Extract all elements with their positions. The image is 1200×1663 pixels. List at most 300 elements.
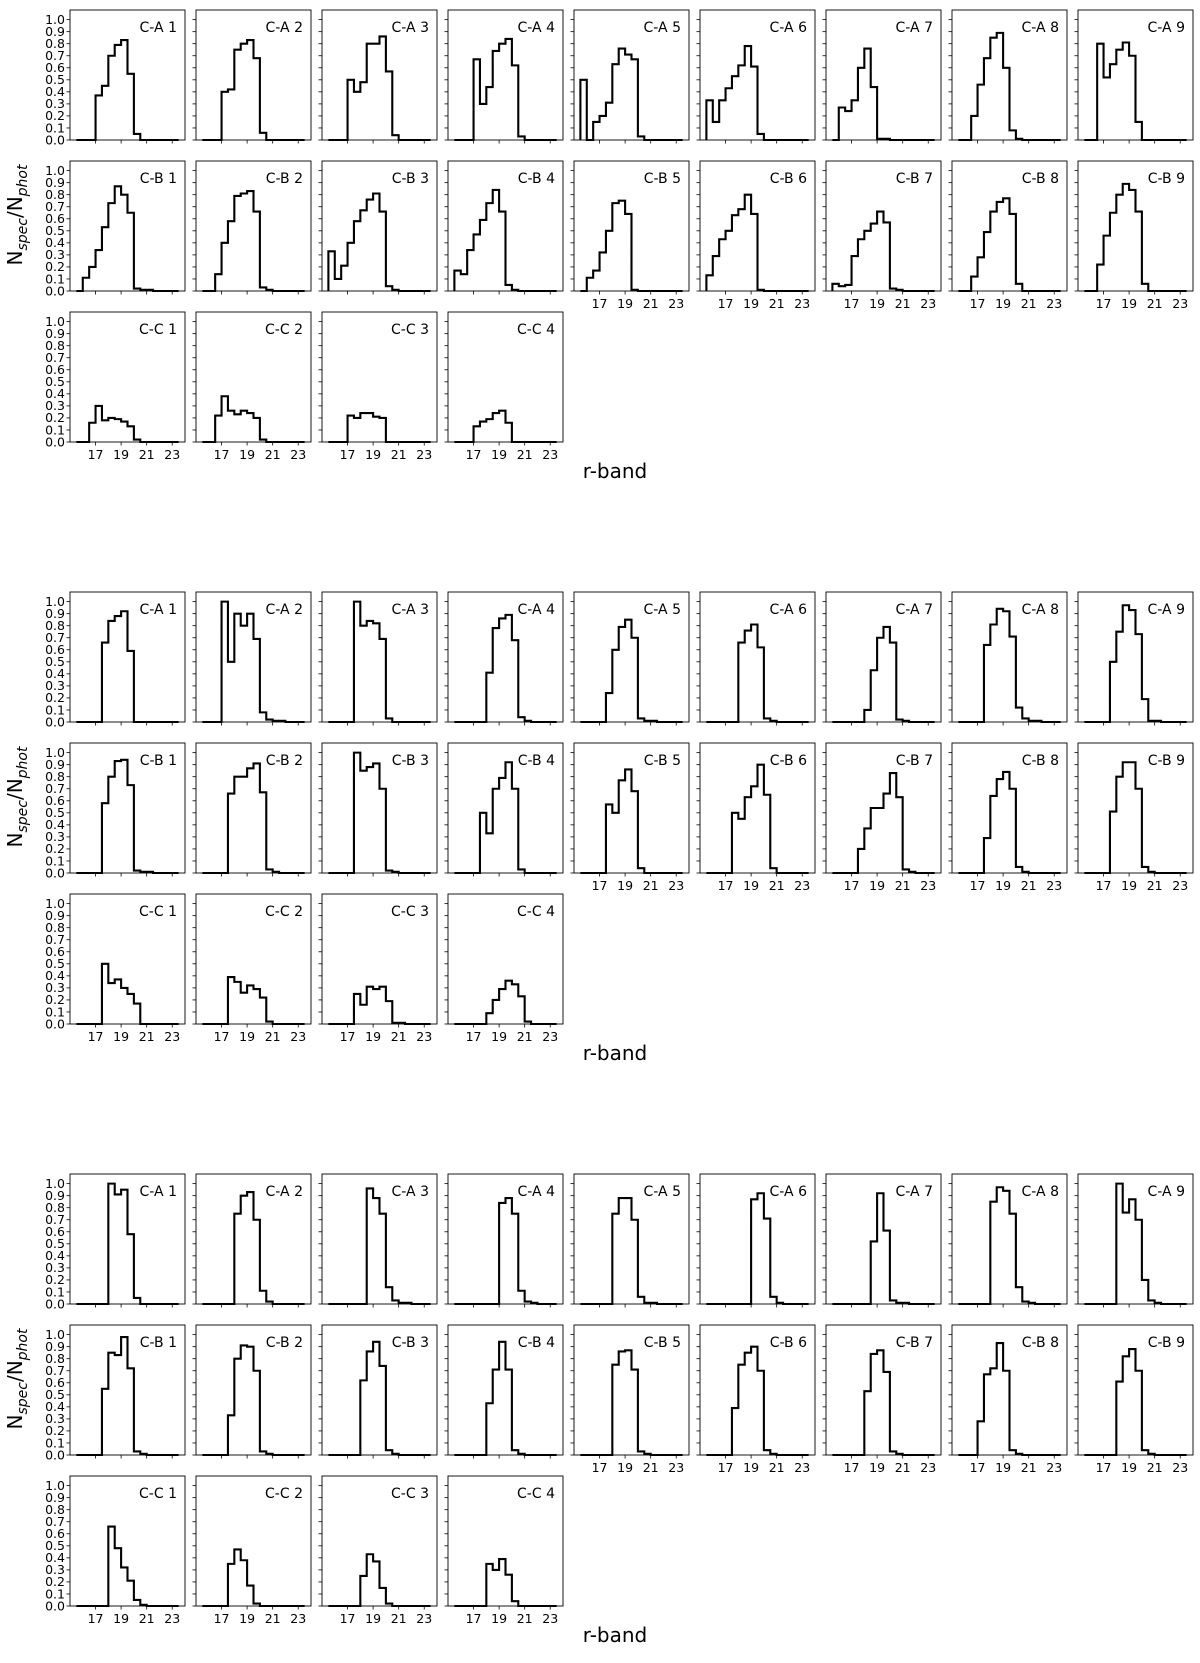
panel-label: C-B 9 xyxy=(1147,171,1185,187)
x-tick-label: 21 xyxy=(642,296,659,311)
y-tick-label: 0.9 xyxy=(45,325,65,341)
panel-label: C-B 3 xyxy=(391,753,429,769)
y-tick-label: 0.7 xyxy=(45,932,65,948)
x-tick-label: 17 xyxy=(339,1611,356,1626)
y-tick-label: 0.2 xyxy=(45,108,65,124)
panel xyxy=(445,312,564,462)
y-tick-label: 0.4 xyxy=(45,84,65,100)
panel xyxy=(1075,1325,1194,1475)
panel xyxy=(445,161,564,295)
panel xyxy=(445,1325,564,1459)
x-tick-label: 21 xyxy=(264,1611,281,1626)
panel-label: C-C 2 xyxy=(265,904,303,920)
panel-label: C-C 4 xyxy=(517,1486,555,1502)
y-tick-label: 0.6 xyxy=(45,211,65,227)
y-tick-label: 0.2 xyxy=(45,1423,65,1439)
panel xyxy=(949,1174,1068,1308)
panel xyxy=(445,1174,564,1308)
y-tick-label: 0.1 xyxy=(45,1004,65,1020)
x-tick-label: 17 xyxy=(465,447,482,462)
y-tick-label: 0.6 xyxy=(45,1526,65,1542)
x-tick-label: 23 xyxy=(1172,1460,1189,1475)
y-tick-label: 0.1 xyxy=(45,853,65,869)
x-tick-label: 17 xyxy=(591,1460,608,1475)
panel xyxy=(697,1174,816,1308)
x-tick-label: 19 xyxy=(113,1029,130,1044)
panel xyxy=(697,1325,816,1475)
y-tick-label: 0.2 xyxy=(45,259,65,275)
y-tick-label: 1.0 xyxy=(45,313,65,329)
y-tick-label: 1.0 xyxy=(45,1326,65,1342)
x-tick-label: 23 xyxy=(920,1460,937,1475)
x-tick-label: 17 xyxy=(969,878,986,893)
y-axis-label-part: N xyxy=(3,250,27,266)
x-tick-label: 21 xyxy=(768,1460,785,1475)
x-tick-label: 19 xyxy=(1121,296,1138,311)
x-tick-label: 21 xyxy=(1146,878,1163,893)
x-tick-label: 19 xyxy=(743,1460,760,1475)
x-tick-label: 17 xyxy=(969,296,986,311)
y-tick-label: 0.4 xyxy=(45,666,65,682)
panel xyxy=(571,10,690,144)
y-axis-label-part: N xyxy=(3,832,27,848)
y-tick-label: 0.0 xyxy=(45,434,65,450)
y-tick-label: 0.2 xyxy=(45,690,65,706)
y-tick-label: 0.9 xyxy=(45,23,65,39)
y-tick-label: 0.0 xyxy=(45,283,65,299)
x-tick-label: 21 xyxy=(390,1611,407,1626)
y-tick-label: 0.1 xyxy=(45,1284,65,1300)
x-axis-label: r-band xyxy=(582,459,648,483)
y-tick-label: 0.6 xyxy=(45,642,65,658)
panel-label: C-C 1 xyxy=(139,1486,177,1502)
x-tick-label: 17 xyxy=(717,878,734,893)
x-tick-label: 17 xyxy=(843,1460,860,1475)
x-tick-label: 17 xyxy=(213,1611,230,1626)
panel-label: C-B 7 xyxy=(895,753,933,769)
x-tick-label: 17 xyxy=(465,1029,482,1044)
panel-label: C-A 1 xyxy=(139,20,177,36)
panel xyxy=(697,743,816,893)
panel-label: C-B 8 xyxy=(1021,1335,1059,1351)
panel xyxy=(193,312,312,462)
y-tick-label: 0.7 xyxy=(45,1212,65,1228)
x-tick-label: 21 xyxy=(516,1611,533,1626)
x-tick-label: 21 xyxy=(894,296,911,311)
panel-label: C-A 8 xyxy=(1021,1184,1059,1200)
panel xyxy=(319,312,438,462)
x-tick-label: 23 xyxy=(668,1460,685,1475)
x-tick-label: 21 xyxy=(642,878,659,893)
y-tick-label: 1.0 xyxy=(45,162,65,178)
panel xyxy=(445,894,564,1044)
y-tick-label: 0.2 xyxy=(45,410,65,426)
x-tick-label: 21 xyxy=(1146,296,1163,311)
panel xyxy=(571,161,690,311)
x-tick-label: 19 xyxy=(365,447,382,462)
panel xyxy=(697,161,816,311)
panel-label: C-B 1 xyxy=(139,753,177,769)
x-tick-label: 19 xyxy=(617,296,634,311)
panel-label: C-B 3 xyxy=(391,1335,429,1351)
panel-label: C-B 5 xyxy=(643,1335,681,1351)
panel xyxy=(949,743,1068,893)
panel-label: C-B 4 xyxy=(517,171,555,187)
x-tick-label: 23 xyxy=(668,878,685,893)
figure-block-2 xyxy=(3,592,1193,1065)
panel-label: C-B 9 xyxy=(1147,753,1185,769)
panel-label: C-A 6 xyxy=(769,602,807,618)
y-tick-label: 0.5 xyxy=(45,374,65,390)
y-tick-label: 0.9 xyxy=(45,756,65,772)
panel-label: C-A 6 xyxy=(769,20,807,36)
x-tick-label: 23 xyxy=(668,296,685,311)
panel xyxy=(319,743,438,877)
y-tick-label: 1.0 xyxy=(45,1477,65,1493)
panel-label: C-C 3 xyxy=(391,904,429,920)
panel-label: C-A 7 xyxy=(895,602,933,618)
panel xyxy=(1075,743,1194,893)
panel xyxy=(1075,1174,1194,1308)
x-tick-label: 23 xyxy=(1172,878,1189,893)
panel xyxy=(823,10,942,144)
y-tick-label: 0.4 xyxy=(45,1399,65,1415)
panel-label: C-B 8 xyxy=(1021,753,1059,769)
x-tick-label: 23 xyxy=(542,1029,559,1044)
x-tick-label: 21 xyxy=(894,878,911,893)
x-tick-label: 23 xyxy=(794,878,811,893)
y-tick-label: 0.0 xyxy=(45,865,65,881)
panel xyxy=(445,10,564,144)
panel-label: C-C 2 xyxy=(265,322,303,338)
x-tick-label: 21 xyxy=(894,1460,911,1475)
x-tick-label: 17 xyxy=(591,878,608,893)
x-tick-label: 17 xyxy=(969,1460,986,1475)
panel-label: C-A 4 xyxy=(517,20,555,36)
y-tick-label: 0.3 xyxy=(45,247,65,263)
panel xyxy=(1075,161,1194,311)
figure-block-1 xyxy=(3,10,1193,483)
y-tick-label: 0.9 xyxy=(45,907,65,923)
x-tick-label: 19 xyxy=(491,447,508,462)
panel-label: C-A 7 xyxy=(895,1184,933,1200)
y-axis-label-subscript: phot xyxy=(15,1328,31,1361)
y-tick-label: 0.8 xyxy=(45,1351,65,1367)
y-axis-label-part: N xyxy=(3,1414,27,1430)
x-tick-label: 19 xyxy=(617,878,634,893)
x-tick-label: 17 xyxy=(843,878,860,893)
y-axis-label-part: /N xyxy=(3,196,27,219)
x-tick-label: 21 xyxy=(642,1460,659,1475)
panel xyxy=(571,743,690,893)
x-tick-label: 19 xyxy=(365,1029,382,1044)
panel xyxy=(193,161,312,295)
panel xyxy=(45,1476,185,1626)
y-tick-label: 0.3 xyxy=(45,398,65,414)
panel xyxy=(45,312,185,462)
x-tick-label: 19 xyxy=(995,878,1012,893)
panel xyxy=(193,10,312,144)
x-tick-label: 21 xyxy=(768,878,785,893)
panel-label: C-A 6 xyxy=(769,1184,807,1200)
x-tick-label: 21 xyxy=(516,1029,533,1044)
panel-label: C-B 8 xyxy=(1021,171,1059,187)
panel-label: C-C 4 xyxy=(517,904,555,920)
y-tick-label: 0.5 xyxy=(45,1387,65,1403)
x-tick-label: 23 xyxy=(290,447,307,462)
y-tick-label: 0.0 xyxy=(45,1016,65,1032)
panel-label: C-C 1 xyxy=(139,322,177,338)
x-tick-label: 19 xyxy=(1121,878,1138,893)
y-tick-label: 0.8 xyxy=(45,769,65,785)
panel-label: C-C 2 xyxy=(265,1486,303,1502)
x-tick-label: 19 xyxy=(239,1029,256,1044)
x-tick-label: 19 xyxy=(869,878,886,893)
x-tick-label: 21 xyxy=(264,1029,281,1044)
y-tick-label: 0.8 xyxy=(45,187,65,203)
y-tick-label: 0.6 xyxy=(45,793,65,809)
x-tick-label: 17 xyxy=(87,1611,104,1626)
panel xyxy=(193,1325,312,1459)
panel-label: C-A 4 xyxy=(517,1184,555,1200)
x-tick-label: 19 xyxy=(113,447,130,462)
x-tick-label: 23 xyxy=(164,1611,181,1626)
panel-label: C-A 2 xyxy=(265,20,303,36)
x-tick-label: 21 xyxy=(1020,296,1037,311)
panel-label: C-B 6 xyxy=(769,753,807,769)
figure-block-3 xyxy=(3,1174,1193,1647)
y-axis-label-subscript: spec xyxy=(15,1382,31,1415)
panel xyxy=(571,1325,690,1475)
panel xyxy=(45,743,185,880)
panel-label: C-B 2 xyxy=(265,1335,303,1351)
panel xyxy=(45,161,185,298)
x-tick-label: 19 xyxy=(869,1460,886,1475)
y-tick-label: 0.2 xyxy=(45,992,65,1008)
x-tick-label: 21 xyxy=(1146,1460,1163,1475)
x-tick-label: 21 xyxy=(138,1611,155,1626)
y-tick-label: 0.5 xyxy=(45,654,65,670)
x-tick-label: 17 xyxy=(1095,878,1112,893)
panel-label: C-A 9 xyxy=(1147,1184,1185,1200)
x-tick-label: 23 xyxy=(416,1611,433,1626)
panel-label: C-A 2 xyxy=(265,602,303,618)
x-tick-label: 19 xyxy=(617,1460,634,1475)
x-axis-label: r-band xyxy=(582,1623,648,1647)
x-tick-label: 21 xyxy=(1020,878,1037,893)
y-axis-label xyxy=(3,1328,31,1429)
y-tick-label: 0.7 xyxy=(45,1363,65,1379)
y-tick-label: 0.9 xyxy=(45,605,65,621)
panel xyxy=(823,743,942,893)
x-tick-label: 23 xyxy=(290,1029,307,1044)
x-tick-label: 23 xyxy=(416,447,433,462)
panel xyxy=(45,10,185,147)
panel xyxy=(45,592,185,729)
x-tick-label: 23 xyxy=(1046,878,1063,893)
x-tick-label: 19 xyxy=(491,1029,508,1044)
y-tick-label: 0.4 xyxy=(45,1550,65,1566)
y-tick-label: 0.8 xyxy=(45,36,65,52)
panel xyxy=(193,1476,312,1626)
x-tick-label: 17 xyxy=(339,1029,356,1044)
y-tick-label: 0.9 xyxy=(45,1338,65,1354)
x-tick-label: 23 xyxy=(920,878,937,893)
y-tick-label: 0.3 xyxy=(45,1260,65,1276)
y-tick-label: 0.1 xyxy=(45,702,65,718)
panel-label: C-B 6 xyxy=(769,171,807,187)
y-tick-label: 0.9 xyxy=(45,174,65,190)
x-tick-label: 21 xyxy=(1020,1460,1037,1475)
x-tick-label: 19 xyxy=(491,1611,508,1626)
x-tick-label: 23 xyxy=(164,1029,181,1044)
panel-label: C-B 5 xyxy=(643,171,681,187)
panel-label: C-B 2 xyxy=(265,171,303,187)
panel-label: C-A 1 xyxy=(139,1184,177,1200)
y-tick-label: 0.7 xyxy=(45,48,65,64)
panel xyxy=(319,592,438,726)
x-tick-label: 23 xyxy=(164,447,181,462)
x-tick-label: 19 xyxy=(113,1611,130,1626)
panel-label: C-A 8 xyxy=(1021,20,1059,36)
panel xyxy=(949,10,1068,144)
panel-label: C-C 3 xyxy=(391,1486,429,1502)
y-tick-label: 0.5 xyxy=(45,1236,65,1252)
x-tick-label: 19 xyxy=(995,296,1012,311)
y-tick-label: 1.0 xyxy=(45,593,65,609)
panel-label: C-A 8 xyxy=(1021,602,1059,618)
y-axis-label xyxy=(3,746,31,847)
y-tick-label: 0.6 xyxy=(45,60,65,76)
x-tick-label: 21 xyxy=(138,1029,155,1044)
panel xyxy=(445,1476,564,1626)
x-tick-label: 23 xyxy=(1172,296,1189,311)
panel xyxy=(823,161,942,311)
y-tick-label: 0.3 xyxy=(45,829,65,845)
y-tick-label: 0.3 xyxy=(45,678,65,694)
y-tick-label: 0.8 xyxy=(45,338,65,354)
y-tick-label: 1.0 xyxy=(45,895,65,911)
panel-label: C-B 7 xyxy=(895,171,933,187)
y-tick-label: 0.7 xyxy=(45,630,65,646)
panel xyxy=(697,592,816,726)
y-tick-label: 0.4 xyxy=(45,235,65,251)
y-tick-label: 0.9 xyxy=(45,1187,65,1203)
panel xyxy=(571,1174,690,1308)
panel xyxy=(823,1325,942,1475)
y-tick-label: 0.3 xyxy=(45,980,65,996)
x-tick-label: 17 xyxy=(87,447,104,462)
panel xyxy=(319,10,438,144)
y-tick-label: 0.3 xyxy=(45,96,65,112)
x-tick-label: 19 xyxy=(869,296,886,311)
panel xyxy=(445,743,564,877)
x-tick-label: 19 xyxy=(239,1611,256,1626)
x-axis-label: r-band xyxy=(582,1041,648,1065)
y-tick-label: 1.0 xyxy=(45,1175,65,1191)
x-tick-label: 23 xyxy=(542,1611,559,1626)
y-tick-label: 0.5 xyxy=(45,956,65,972)
panel-label: C-A 3 xyxy=(391,20,429,36)
panel xyxy=(319,1325,438,1459)
x-tick-label: 21 xyxy=(516,447,533,462)
x-tick-label: 19 xyxy=(365,1611,382,1626)
panel-label: C-A 3 xyxy=(391,602,429,618)
y-tick-label: 1.0 xyxy=(45,11,65,27)
panel-label: C-B 2 xyxy=(265,753,303,769)
x-tick-label: 17 xyxy=(1095,1460,1112,1475)
x-tick-label: 21 xyxy=(390,447,407,462)
x-tick-label: 21 xyxy=(138,447,155,462)
y-tick-label: 0.0 xyxy=(45,714,65,730)
y-tick-label: 0.6 xyxy=(45,362,65,378)
y-axis-label-part: /N xyxy=(3,778,27,801)
y-tick-label: 0.5 xyxy=(45,223,65,239)
panel-label: C-B 4 xyxy=(517,753,555,769)
panel-label: C-B 5 xyxy=(643,753,681,769)
y-axis-label-part: /N xyxy=(3,1360,27,1383)
y-tick-label: 1.0 xyxy=(45,744,65,760)
x-tick-label: 17 xyxy=(213,447,230,462)
panel xyxy=(45,1174,185,1311)
x-tick-label: 19 xyxy=(995,1460,1012,1475)
panel xyxy=(445,592,564,726)
y-tick-label: 0.4 xyxy=(45,1248,65,1264)
panel xyxy=(823,1174,942,1308)
y-tick-label: 0.2 xyxy=(45,1574,65,1590)
panel-label: C-A 3 xyxy=(391,1184,429,1200)
y-tick-label: 0.0 xyxy=(45,132,65,148)
x-tick-label: 21 xyxy=(264,447,281,462)
y-tick-label: 0.7 xyxy=(45,781,65,797)
y-axis-label xyxy=(3,164,31,265)
x-tick-label: 21 xyxy=(768,296,785,311)
panel xyxy=(193,743,312,877)
panel xyxy=(823,592,942,726)
panel xyxy=(697,10,816,144)
y-tick-label: 0.9 xyxy=(45,1489,65,1505)
x-tick-label: 19 xyxy=(743,878,760,893)
panel-label: C-A 9 xyxy=(1147,20,1185,36)
panel-label: C-A 7 xyxy=(895,20,933,36)
x-tick-label: 23 xyxy=(290,1611,307,1626)
y-tick-label: 0.4 xyxy=(45,817,65,833)
y-axis-label-subscript: phot xyxy=(15,746,31,779)
x-tick-label: 17 xyxy=(717,1460,734,1475)
x-tick-label: 23 xyxy=(1046,1460,1063,1475)
y-tick-label: 0.8 xyxy=(45,618,65,634)
x-tick-label: 17 xyxy=(87,1029,104,1044)
y-tick-label: 0.4 xyxy=(45,968,65,984)
panel xyxy=(571,592,690,726)
x-tick-label: 17 xyxy=(213,1029,230,1044)
y-tick-label: 0.8 xyxy=(45,920,65,936)
y-tick-label: 0.1 xyxy=(45,422,65,438)
y-tick-label: 0.6 xyxy=(45,944,65,960)
panel xyxy=(319,161,438,295)
panel xyxy=(193,894,312,1044)
x-tick-label: 17 xyxy=(1095,296,1112,311)
y-tick-label: 0.1 xyxy=(45,271,65,287)
y-tick-label: 0.0 xyxy=(45,1598,65,1614)
x-tick-label: 17 xyxy=(339,447,356,462)
panel-label: C-A 5 xyxy=(643,1184,681,1200)
y-tick-label: 0.6 xyxy=(45,1224,65,1240)
panel-label: C-B 1 xyxy=(139,171,177,187)
panel xyxy=(319,1174,438,1308)
panel-label: C-C 4 xyxy=(517,322,555,338)
panel xyxy=(1075,10,1194,144)
